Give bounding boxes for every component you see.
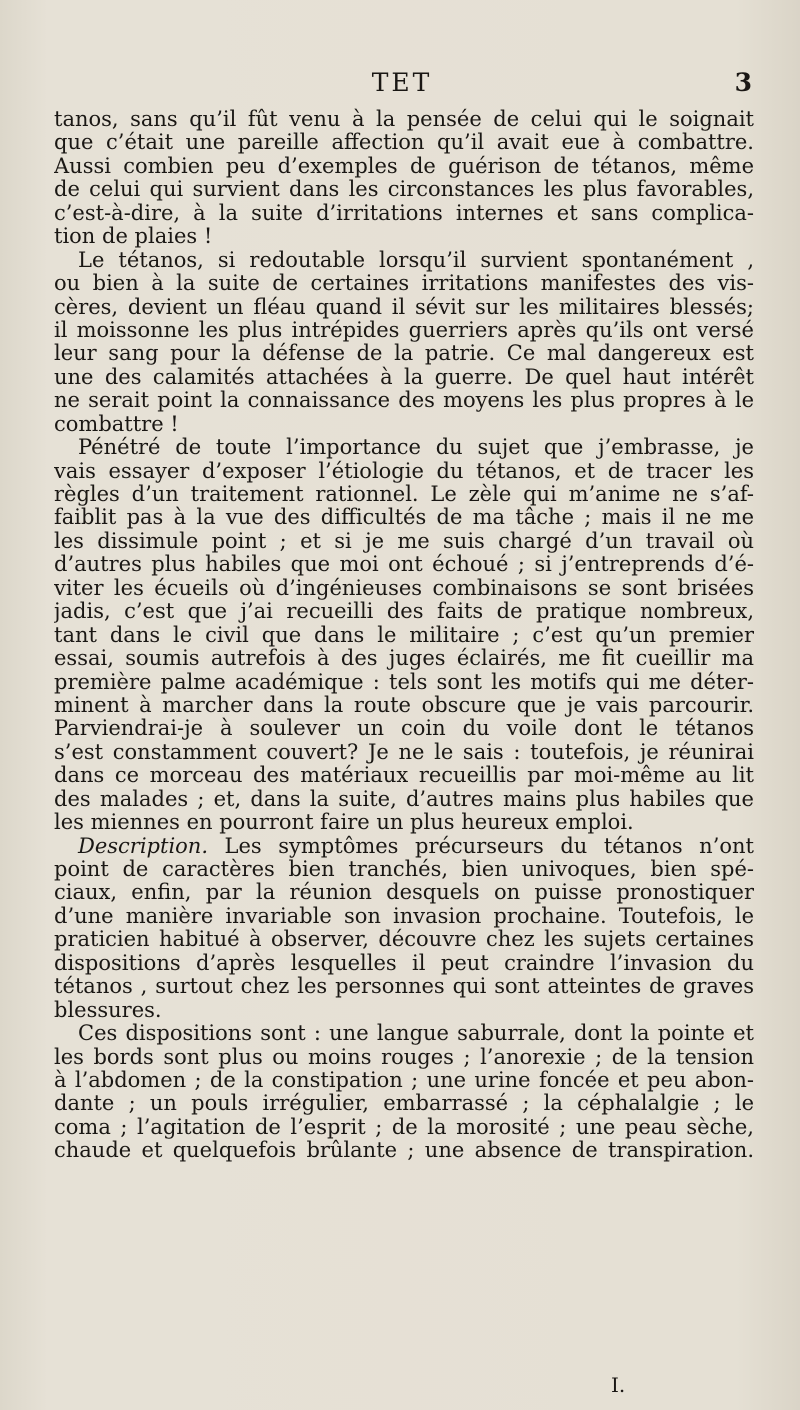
text-line: praticien habitué à observer, découvre chez les sujets certaines (54, 928, 754, 952)
text-line: point de caractères bien tranchés, bien univoques, bien spé- (54, 858, 754, 881)
text-line: jadis, c’est que j’ai recueilli des faits de pratique nombreux, (54, 600, 754, 624)
text-line: tanos, sans qu’il fût venu à la pensée de celui qui le soignait (54, 108, 754, 131)
text-line: que c’était une pareille affection qu’il avait eue à combattre. (54, 131, 754, 155)
text-line: les bords sont plus ou moins rouges ; l’anorexie ; de la tension (54, 1045, 754, 1069)
paragraph-start: Le tétanos, si redoutable lorsqu’il survient spontanément , (78, 248, 754, 272)
text-line: les miennes en pourront faire un plus heureux emploi. (54, 811, 634, 835)
signature-mark: I. (611, 1373, 626, 1397)
text-line: tétanos , surtout chez les personnes qui sont atteintes de graves (54, 975, 754, 999)
text-line: chaude et quelquefois brûlante ; une absence de transpiration. (54, 1139, 754, 1163)
text-line: ou bien à la suite de certaines irritations manifestes des vis- (54, 272, 754, 296)
text-line: viter les écueils où d’ingénieuses combinaisons se sont brisées (54, 576, 754, 600)
paragraph-start-description (54, 835, 754, 858)
paragraph-start: Ces dispositions sont : une langue saburrale, dont la pointe et (78, 1022, 754, 1046)
description-rest: Les symptômes précurseurs du tétanos n’ont (208, 834, 754, 858)
text-line: blessures. (54, 998, 162, 1022)
text-line: tant dans le civil que dans le militaire ; c’est qu’un premier (54, 623, 754, 647)
text-line: dispositions d’après lesquelles il peut craindre l’invasion du (54, 951, 754, 975)
text-line: s’est constamment couvert? Je ne le sais : toutefois, je réunirai (54, 740, 754, 764)
text-line: les dissimule point ; et si je me suis chargé d’un travail où (54, 529, 754, 553)
body-text (54, 108, 754, 1163)
text-line: une des calamités attachées à la guerre. De quel haut intérêt (54, 365, 754, 389)
text-line: ciaux, enfin, par la réunion desquels on puisse pronostiquer (54, 881, 754, 905)
text-line: coma ; l’agitation de l’esprit ; de la morosité ; une peau sèche, (54, 1115, 754, 1139)
text-line: faiblit pas à la vue des difficultés de ma tâche ; mais il ne me (54, 506, 754, 530)
page-header (52, 66, 752, 106)
text-line: tion de plaies ! (54, 225, 213, 249)
text-line: leur sang pour la défense de la patrie. Ce mal dangereux est (54, 342, 754, 366)
text-line: il moissonne les plus intrépides guerriers après qu’ils ont versé (54, 318, 754, 342)
text-line: cères, devient un fléau quand il sévit sur les militaires blessés; (54, 295, 754, 319)
running-head: TET (371, 68, 433, 97)
text-line: ne serait point la connaissance des moyens les plus propres à le (54, 389, 754, 413)
text-line: essai, soumis autrefois à des juges éclairés, me fit cueillir ma (54, 647, 754, 671)
text-line: à l’abdomen ; de la constipation ; une urine foncée et peu abon- (54, 1068, 754, 1092)
text-line: combattre ! (54, 412, 179, 436)
text-line: vais essayer d’exposer l’étiologie du tétanos, et de tracer les (54, 459, 754, 483)
text-line: de celui qui survient dans les circonstances les plus favorables, (54, 178, 754, 202)
text-line: Aussi combien peu d’exemples de guérison de tétanos, même (54, 154, 754, 178)
text-line: dans ce morceau des matériaux recueillis par moi-même au lit (54, 764, 754, 788)
page-number: 3 (734, 68, 752, 97)
text-line: dante ; un pouls irrégulier, embarrassé ; la céphalalgie ; le (54, 1092, 754, 1116)
text-line: première palme académique : tels sont les motifs qui me déter- (54, 670, 754, 694)
text-line: règles d’un traitement rationnel. Le zèle qui m’anime ne s’af- (54, 483, 754, 506)
text-line: d’une manière invariable son invasion prochaine. Toutefois, le (54, 904, 754, 928)
text-line: Parviendrai-je à soulever un coin du voile dont le tétanos (54, 717, 754, 741)
section-heading-description: Description. (78, 834, 208, 858)
paragraph-start: Pénétré de toute l’importance du sujet que j’embrasse, je (78, 436, 754, 460)
text-line: d’autres plus habiles que moi ont échoué ; si j’entreprends d’é- (54, 553, 754, 577)
text-line: minent à marcher dans la route obscure que je vais parcourir. (54, 693, 754, 717)
text-line: c’est-à-dire, à la suite d’irritations internes et sans complica- (54, 201, 754, 225)
text-line: des malades ; et, dans la suite, d’autres mains plus habiles que (54, 787, 754, 811)
